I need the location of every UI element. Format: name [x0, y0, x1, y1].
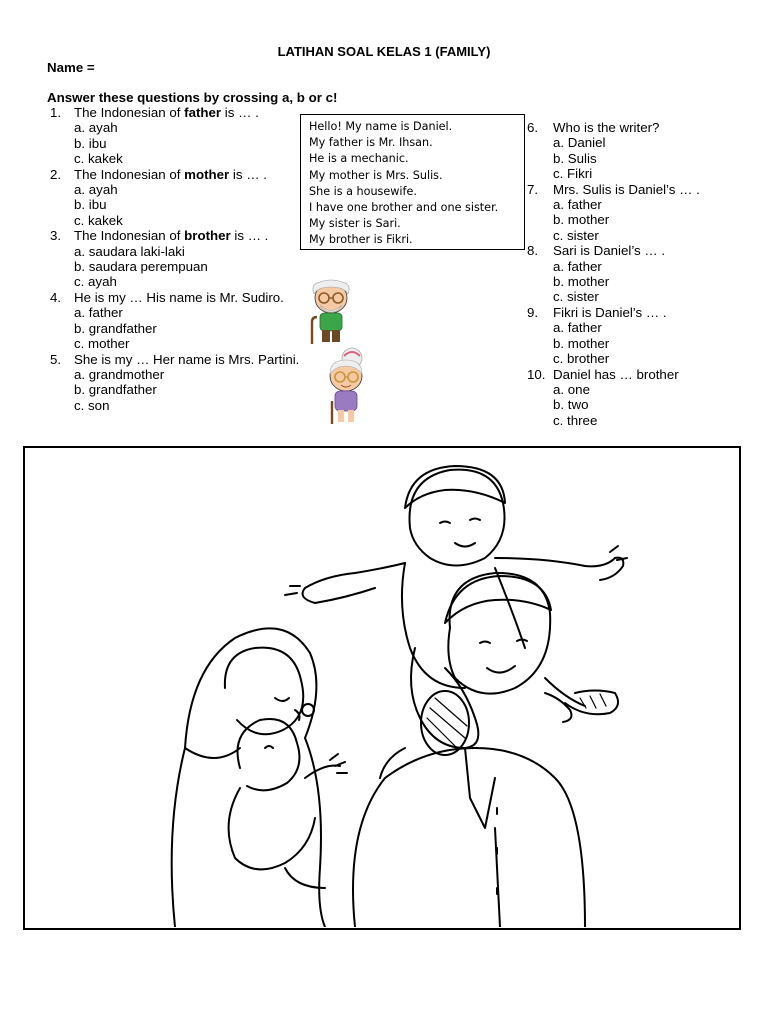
option-b[interactable]: b. grandfather [74, 382, 157, 398]
question-number: 8. [527, 243, 539, 259]
story-line: My mother is Mrs. Sulis. [309, 168, 443, 182]
question-number: 9. [527, 304, 539, 320]
instruction: Answer these questions by crossing a, b or c! [47, 90, 338, 105]
question-number: 6. [527, 120, 539, 135]
question-text: Daniel has … brother [553, 366, 679, 382]
question [50, 228, 310, 290]
question [50, 290, 310, 352]
option-b[interactable]: b. mother [553, 212, 610, 228]
question-text: The Indonesian of [74, 166, 185, 182]
story-line: I have one brother and one sister. [309, 201, 499, 215]
option-c[interactable]: c. Fikri [553, 166, 593, 182]
question-number: 4. [50, 289, 62, 305]
option-a[interactable]: a. one [553, 381, 590, 397]
option-a[interactable]: a. father [553, 320, 602, 336]
option-c[interactable]: c. sister [553, 289, 599, 305]
option-a[interactable]: a. ayah [74, 182, 118, 198]
option-a[interactable]: a. father [74, 305, 123, 321]
option-c[interactable]: c. ayah [74, 274, 117, 290]
question [527, 367, 757, 429]
question-number: 7. [527, 181, 539, 197]
option-a[interactable]: a. grandmother [74, 366, 165, 382]
option-c[interactable]: c. son [74, 397, 110, 413]
question [50, 352, 310, 414]
option-c[interactable]: c. kakek [74, 151, 123, 167]
questions-left [50, 105, 310, 413]
option-b[interactable]: b. grandfather [74, 320, 157, 336]
option-b[interactable]: b. saudara perempuan [74, 259, 208, 275]
option-a[interactable]: a. father [553, 258, 602, 274]
story-line: My brother is Fikri. [309, 233, 413, 247]
option-c[interactable]: c. three [553, 412, 598, 428]
question-keyword: mother [184, 166, 230, 182]
option-b[interactable]: b. mother [553, 335, 610, 351]
option-b[interactable]: b. mother [553, 274, 610, 290]
option-a[interactable]: a. Daniel [553, 135, 606, 151]
option-c[interactable]: c. mother [74, 336, 130, 352]
question-keyword: father [184, 105, 222, 120]
story-line: My sister is Sari. [309, 217, 401, 231]
question-number: 5. [50, 351, 62, 367]
option-a[interactable]: a. ayah [74, 120, 118, 136]
story-line: She is a housewife. [309, 184, 417, 198]
question-text: Mrs. Sulis is Daniel’s … . [553, 181, 700, 197]
option-b[interactable]: b. ibu [74, 197, 107, 213]
question-text: Sari is Daniel’s … . [553, 243, 666, 259]
story-line: Hello! My name is Daniel. [309, 120, 453, 133]
worksheet-title: LATIHAN SOAL KELAS 1 (FAMILY) [277, 44, 491, 59]
question-text: She is my … Her name is Mrs. Partini. [74, 351, 300, 367]
option-b[interactable]: b. ibu [74, 135, 107, 151]
question-text: The Indonesian of [74, 105, 185, 120]
question-text: He is my … His name is Mr. Sudiro. [74, 289, 284, 305]
question-text-end: is … . [229, 166, 267, 182]
family-illustration-frame [23, 446, 741, 930]
option-a[interactable]: a. saudara laki-laki [74, 243, 185, 259]
name-label: Name = [47, 60, 95, 75]
option-c[interactable]: c. sister [553, 227, 599, 243]
question [527, 305, 757, 367]
question-text-end: is … . [221, 105, 259, 120]
question-keyword: brother [184, 228, 231, 244]
grandfather-illustration [302, 276, 360, 346]
option-b[interactable]: b. Sulis [553, 150, 597, 166]
story-box [300, 114, 525, 250]
option-b[interactable]: b. two [553, 397, 589, 413]
story-line: My father is Mr. Ihsan. [309, 136, 433, 150]
question [527, 243, 757, 305]
option-c[interactable]: c. kakek [74, 212, 123, 228]
option-a[interactable]: a. father [553, 197, 602, 213]
grandmother-illustration [320, 346, 376, 426]
question-number: 1. [50, 105, 62, 120]
family-illustration [25, 448, 738, 927]
question-text-end: is … . [230, 228, 269, 244]
questions-right [527, 120, 757, 428]
question [50, 167, 310, 229]
question-text: Who is the writer? [553, 120, 660, 135]
option-c[interactable]: c. brother [553, 351, 610, 367]
question [527, 182, 757, 244]
question [527, 120, 757, 182]
question-number: 10. [527, 366, 546, 382]
question-number: 2. [50, 166, 62, 182]
question-text: Fikri is Daniel’s … . [553, 304, 667, 320]
story-line: He is a mechanic. [309, 152, 409, 166]
question-number: 3. [50, 228, 62, 244]
question [50, 105, 310, 167]
question-text: The Indonesian of [74, 228, 185, 244]
